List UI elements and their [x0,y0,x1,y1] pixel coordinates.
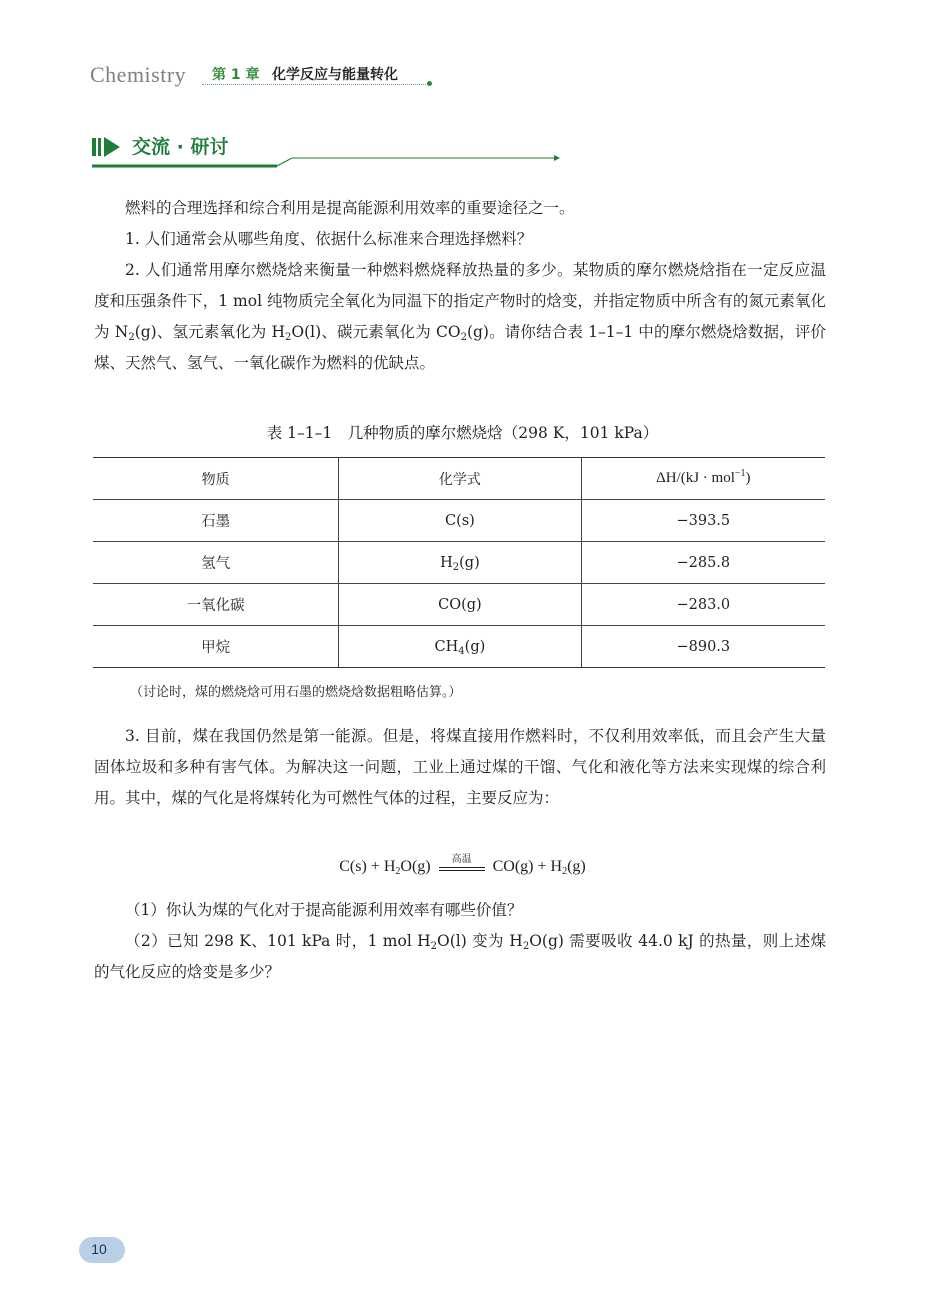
cell-formula: C(s) [339,500,581,542]
intro-paragraph: 燃料的合理选择和综合利用是提高能源利用效率的重要途径之一。 [125,199,575,217]
page-number-badge [79,1237,125,1263]
table-row [93,500,825,542]
brand-name: Chemistry [90,62,187,87]
cell-formula: CO(g) [339,584,581,626]
table-note: （讨论时，煤的燃烧焓可用石墨的燃烧焓数据粗略估算。） [130,685,462,700]
discussion-body [94,193,826,379]
table-row [93,542,825,584]
question-1: 1. 人们通常会从哪些角度、依据什么标准来合理选择燃料？ [125,230,533,248]
question-3-2: （2）已知 298 K、101 kPa 时，1 mol $H_2O(l)$ 变为 $H_2O(g)$ 需要吸收 44.0 kJ 的热量，则上述煤的气化反应的焓变是多少？ [94,932,826,981]
question-2: 2. 人们通常用摩尔燃烧焓来衡量一种燃料燃烧释放热量的多少。某物质的摩尔燃烧焓指在一定反应温度和压强条件下，1 mol 纯物质完全氧化为同温下的指定产物时的焓变，并指定物质中所含有的氮元素氧化为 $N_2(g)$、氢元素氧化为 $H_2O(l)$、碳元素氧化为 $CO_2(g)$。请你结合表 1–1–1 中的摩尔燃烧焓数据，评价煤、天然气、氢气、一氧化碳作为燃料的优缺点。 [94,261,826,372]
section-heading [92,130,562,172]
table-header-row [93,458,825,500]
reaction-arrow [439,854,485,876]
page-number: 10 [91,1241,107,1257]
header-substance: 物质 [93,458,339,500]
reaction-condition: 高温 [451,854,472,866]
table-caption: 表 1–1–1 几种物质的摩尔燃烧焓（298 K，101 kPa） [266,424,659,442]
chapter-number: 第 1 章 [212,67,260,83]
combustion-enthalpy-table [93,457,825,668]
header-formula: 化学式 [339,458,581,500]
question-3-block [94,721,826,814]
cell-substance: 甲烷 [93,626,339,668]
header-dot [427,81,432,86]
question-3-subparts [94,895,826,988]
cell-formula: $CH_4(g)$ [339,626,581,668]
question-3-1: （1）你认为煤的气化对于提高能源利用效率有哪些价值？ [125,901,523,919]
cell-substance: 石墨 [93,500,339,542]
chapter-title: 化学反应与能量转化 [272,67,398,83]
cell-enthalpy: −285.8 [581,542,825,584]
gasification-equation: $C(s) + H_2O(g)$ 高温 $CO(g) + H_2(g)$ [0,858,925,876]
header-enthalpy: ΔH/(kJ · mol$^{-1}$) [581,458,825,500]
question-3: 3. 目前，煤在我国仍然是第一能源。但是，将煤直接用作燃料时，不仅利用效率低，而且会产生大量固体垃圾和多种有害气体。为解决这一问题，工业上通过煤的干馏、气化和液化等方法来实现煤的综合利用。其中，煤的气化是将煤转化为可燃性气体的过程，主要反应为： [94,727,826,807]
section-title: 交流 · 研讨 [132,136,229,158]
running-header [90,60,430,90]
cell-substance: 氢气 [93,542,339,584]
cell-formula: $H_2(g)$ [339,542,581,584]
header-dotted-line [202,84,428,85]
cell-substance: 一氧化碳 [93,584,339,626]
cell-enthalpy: −283.0 [581,584,825,626]
discussion-play-icon [92,136,122,158]
cell-enthalpy: −890.3 [581,626,825,668]
table-row [93,626,825,668]
cell-enthalpy: −393.5 [581,500,825,542]
table-row [93,584,825,626]
